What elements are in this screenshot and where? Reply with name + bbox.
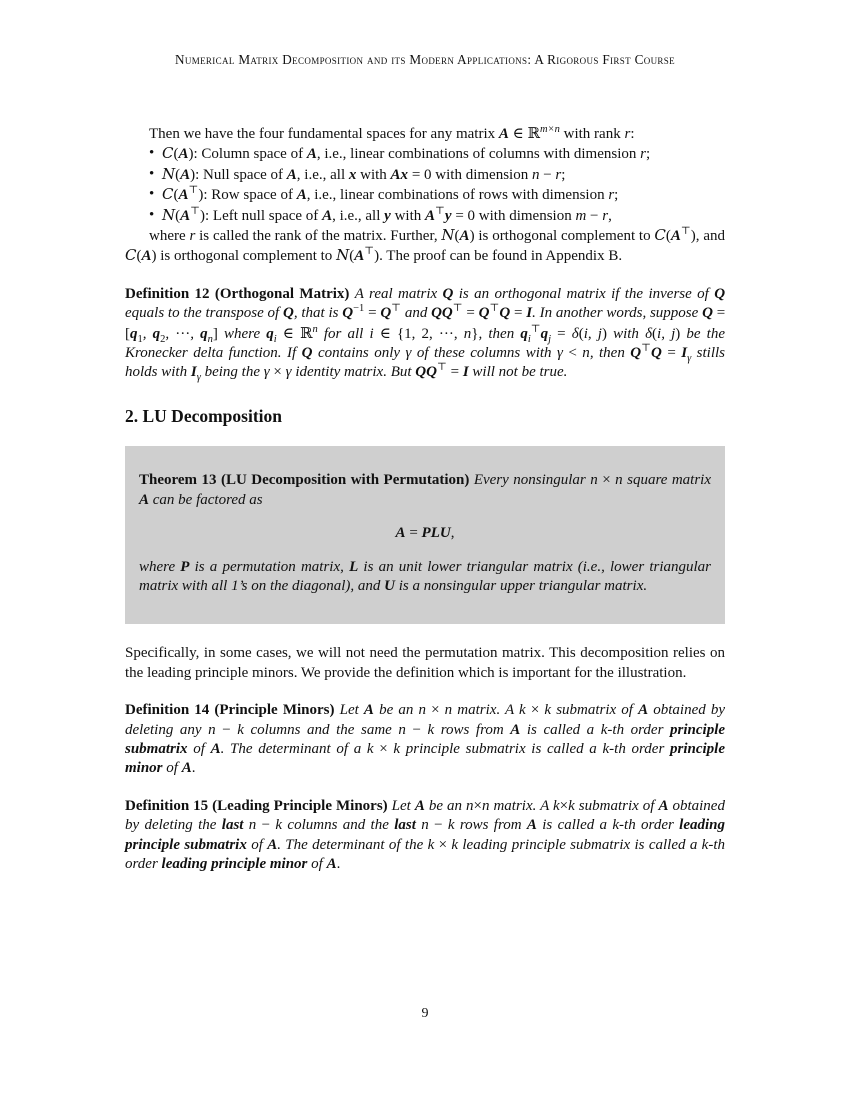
definition-15: Definition 15 (Leading Principle Minors) Let A be an n×n matrix. A k×k submatrix of A obtained by deleting the last n − k columns and the last n − k rows from A is called a k-th order leading principle submatrix of A. The determinant of the k × k leading principle submatrix is called a k-th order leading principle minor of A.: [125, 797, 725, 872]
definition-heading: Definition 14 (Principle Minors): [125, 702, 335, 719]
definition-14: Definition 14 (Principle Minors) Let A be an n × n matrix. A k × k submatrix of A obtained by deleting any n − k columns and the same n − k rows from A is called a k-th order principle submatrix of A. The determinant of a k × k principle submatrix is called a k-th order principle minor of A.: [125, 702, 726, 777]
theorem-heading: Theorem 13 (LU Decomposition with Permutation): [139, 472, 470, 489]
list-item: • C(A⊤): Row space of A, i.e., linear combinations of rows with dimension r;: [149, 185, 725, 205]
running-head: Numerical Matrix Decomposition and its Modern Applications: A Rigorous First Course: [175, 52, 675, 67]
paragraph-after-theorem: Specifically, in some cases, we will not need the permutation matrix. This decomposition relies on the leading principle minors. We provide the definition which is important for the illustration.: [125, 645, 725, 681]
list-item: • N(A⊤): Left null space of A, i.e., all y with A⊤y = 0 with dimension m − r,: [149, 206, 725, 226]
definition-heading: Definition 15 (Leading Principle Minors): [125, 797, 388, 814]
theorem-13-conclusion: where P is a permutation matrix, L is an unit lower triangular matrix (i.e., lower triangular matrix with all 1’s on the diagonal), and U is a nonsingular upper triangular matrix.: [139, 558, 712, 594]
four-spaces-intro: Then we have the four fundamental spaces for any matrix A ∈ ℝ$^{m\times n}$ with rank r:: [149, 124, 635, 142]
theorem-13-statement: Theorem 13 (LU Decomposition with Permutation) Every nonsingular n × n square matrix A can be factored as: [139, 472, 712, 508]
list-item: • N(A): Null space of A, i.e., all x with Ax = 0 with dimension n − r;: [149, 165, 725, 185]
page-number: 9: [421, 1006, 429, 1021]
four-spaces-closing: where r is called the rank of the matrix. Further, N(A) is orthogonal complement to C(A⊤), and C(A) is orthogonal complement to N(A⊤). The proof can be found in Appendix B.: [125, 226, 726, 265]
lu-equation: A = PLU,: [395, 525, 455, 542]
list-item: • C(A): Column space of A, i.e., linear combinations of columns with dimension r;: [149, 144, 725, 164]
page-body: [125, 124, 725, 874]
section-heading: 2. LU Decomposition: [125, 405, 283, 426]
theorem-13-box: [125, 446, 725, 624]
definition-heading: Definition 12 (Orthogonal Matrix): [125, 285, 350, 302]
definition-12: Definition 12 (Orthogonal Matrix) A real matrix Q is an orthogonal matrix if the inverse of Q equals to the transpose of Q, that is $Q^{-1} = Q^⊤$ and QQ⊤ = Q⊤Q = I. In another words, suppose $Q = [q_1$, $q_2$, ···, $q_n$] where $q_i$ ∈ ℝ$^n$ for all i ∈ {1, 2, ···, n}, then $q_i^⊤q_j = \delta(i$, j) with δ(i, j) be the Kronecker delta function. If Q contains only γ of these columns with γ < n, then $Q^⊤Q = I_\gamma$ stills holds with $I_\gamma$ being the γ × γ identity matrix. But QQ⊤ = I will not be true.: [125, 285, 726, 384]
fundamental-spaces-list: [125, 144, 725, 226]
